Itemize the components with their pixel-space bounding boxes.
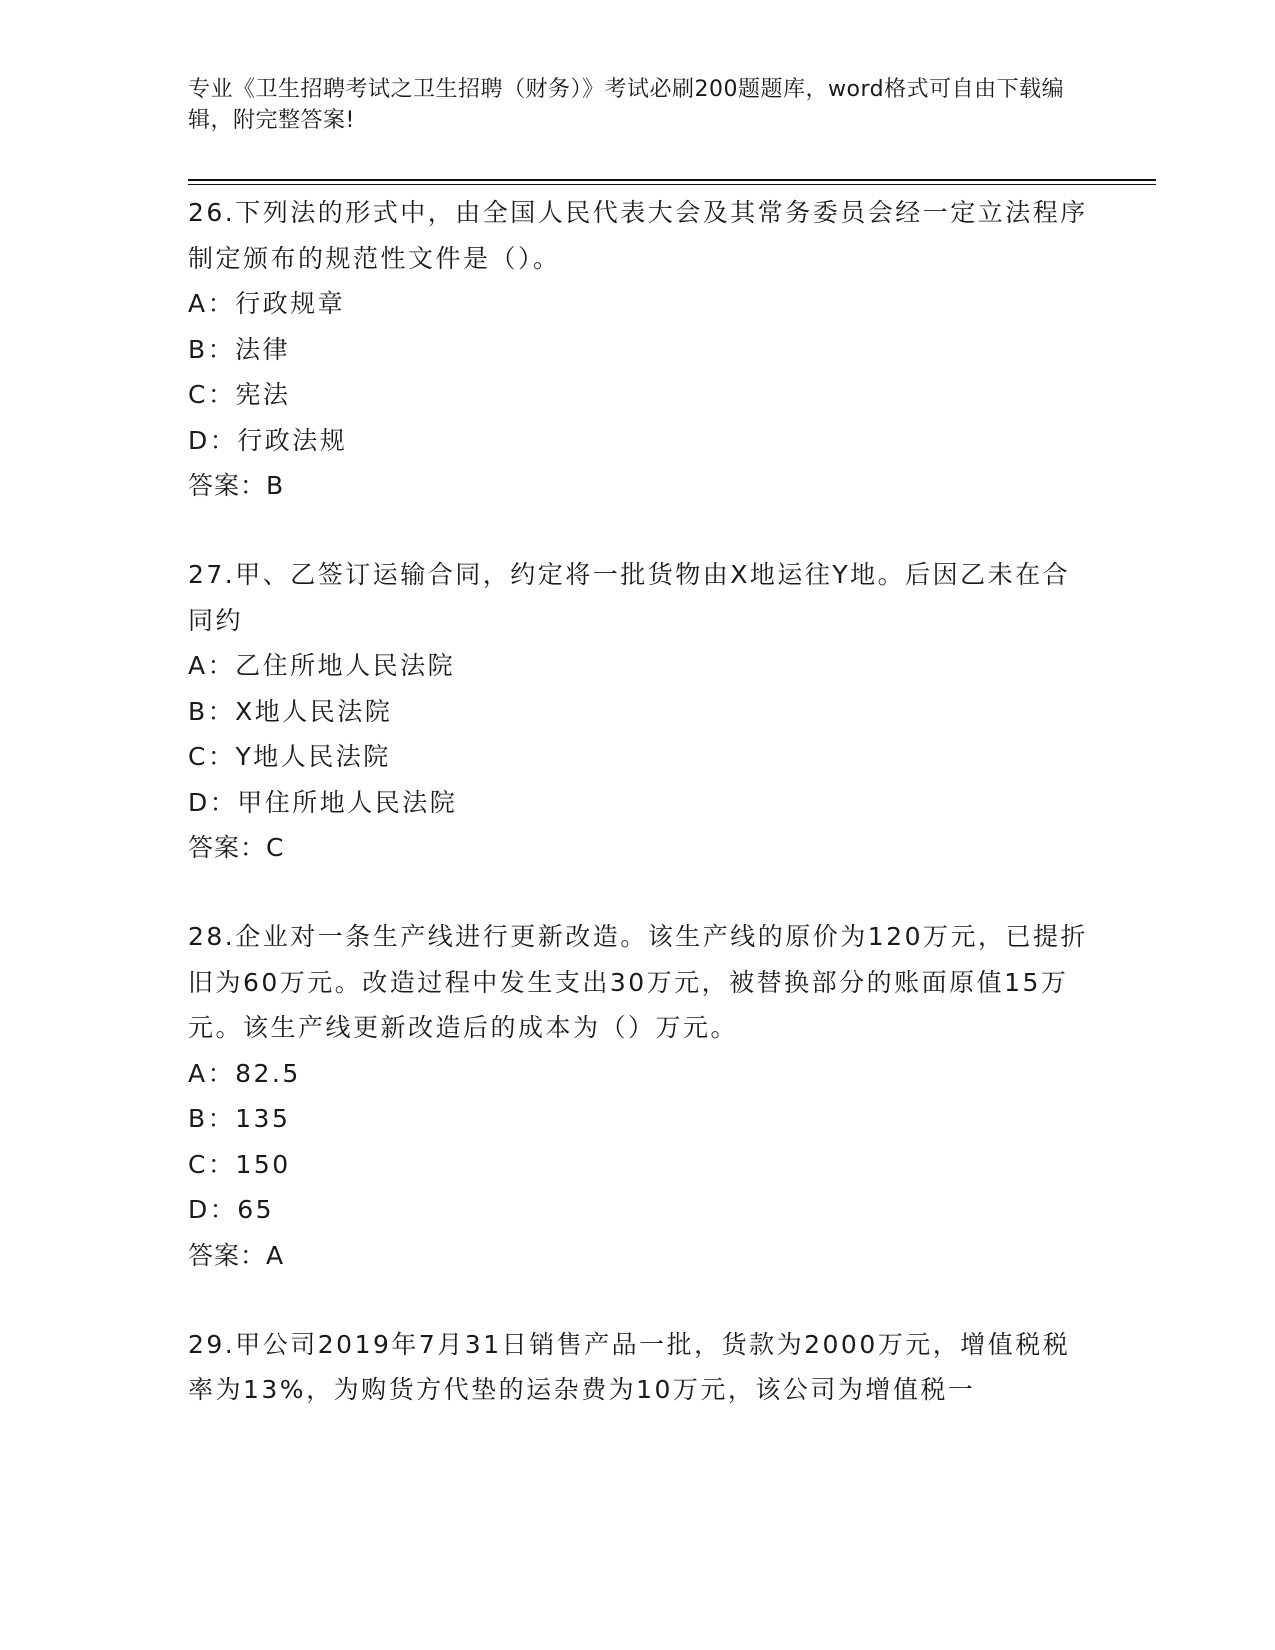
header-divider-thin [188, 184, 1156, 185]
page-header: 专业《卫生招聘考试之卫生招聘（财务）》考试必刷200题题库，word格式可自由下载编辑，附完整答案! [188, 77, 1065, 133]
header-divider-thick [188, 179, 1156, 181]
answer: 答案：A [188, 1240, 285, 1270]
answer: 答案：B [188, 471, 285, 500]
option-b: B：135 [188, 1104, 291, 1133]
question-text: 27.甲、乙签订运输合同，约定将一批货物由X地运往Y地。后因乙未在合同约 [188, 560, 1071, 635]
question-text: 26.下列法的形式中，由全国人民代表大会及其常务委员会经一定立法程序制定颁布的规范性文件是（）。 [188, 198, 1088, 273]
question-28 [188, 914, 1088, 1279]
option-d: D：65 [188, 1195, 275, 1224]
answer: 答案：C [188, 833, 285, 862]
question-26 [188, 190, 1088, 509]
option-a: A：82.5 [188, 1058, 301, 1088]
question-29 [188, 1322, 1088, 1413]
question-text: 28.企业对一条生产线进行更新改造。该生产线的原价为120万元，已提折旧为60万元。改造过程中发生支出30万元，被替换部分的账面原值15万元。该生产线更新改造后的成本为（）万元。 [188, 922, 1088, 1042]
option-b: B：X地人民法院 [188, 696, 393, 726]
option-d: D：行政法规 [188, 425, 348, 455]
question-text: 29.甲公司2019年7月31日销售产品一批，货款为2000万元，增值税税率为13%，为购货方代垫的运杂费为10万元，该公司为增值税一 [188, 1329, 1071, 1404]
option-a: A：乙住所地人民法院 [188, 651, 456, 680]
option-a: A：行政规章 [188, 289, 346, 318]
option-c: C：Y地人民法院 [188, 742, 391, 771]
option-b: B：法律 [188, 334, 291, 364]
option-c: C：150 [188, 1149, 291, 1179]
question-list [188, 190, 1088, 1456]
option-c: C：宪法 [188, 380, 291, 409]
option-d: D：甲住所地人民法院 [188, 787, 458, 817]
question-27 [188, 552, 1088, 871]
